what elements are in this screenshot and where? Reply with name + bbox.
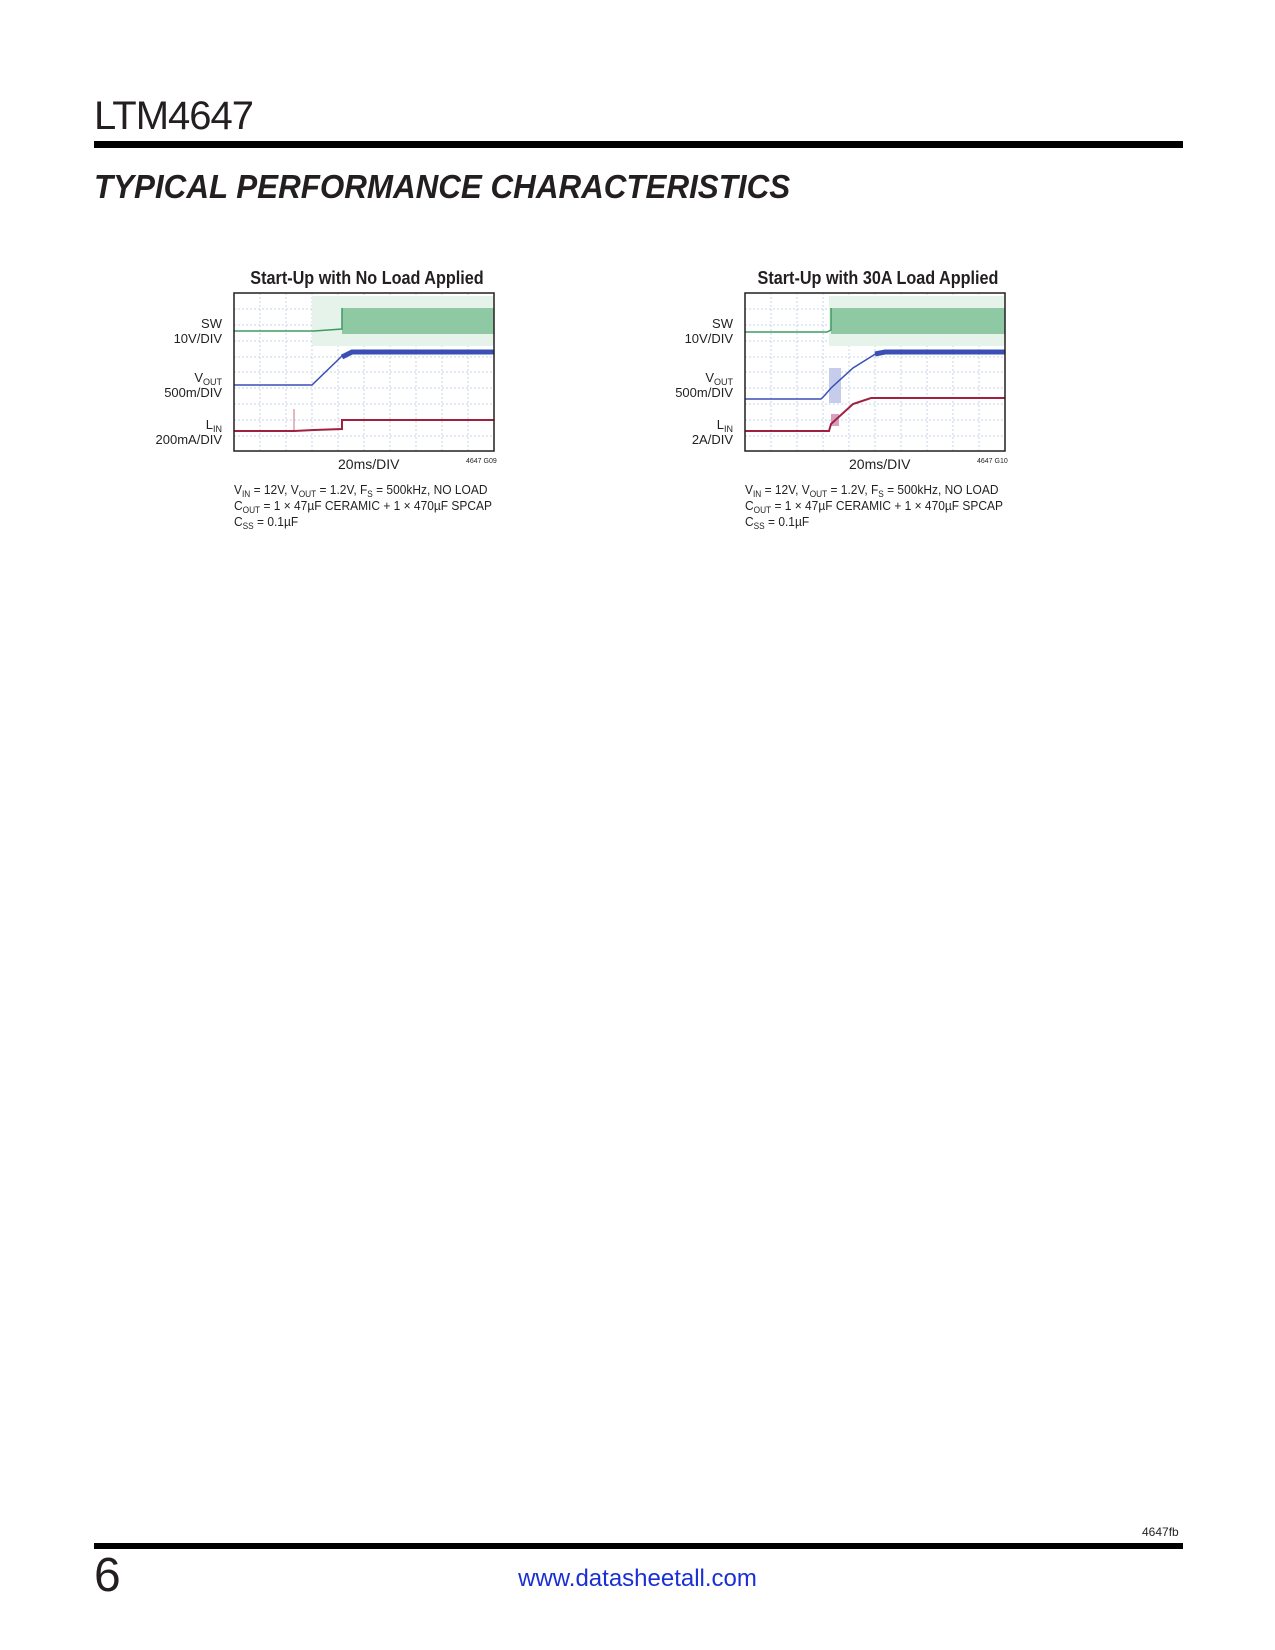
bottom-rule: [94, 1543, 1183, 1549]
channel-scale: 10V/DIV: [173, 331, 222, 346]
channel-name: $V_{OUT}$: [194, 370, 222, 387]
condition-line-1: $V_{IN} = 12V$, $V_{OUT} = 1.2V$, $F_S = 500kHz$, NO LOAD: [745, 482, 999, 499]
scope-graph-30a-load: [653, 268, 1123, 568]
channel-name: $V_{OUT}$: [705, 370, 733, 387]
part-number: LTM4647: [94, 94, 254, 138]
vout-trace-high: [342, 352, 494, 357]
test-conditions: [745, 482, 1003, 530]
scope-graph-no-load: [142, 268, 612, 568]
sw-trace-fill: [831, 308, 1005, 334]
document-revision-code: 4647fb: [1142, 1525, 1179, 1539]
sw-trace-fill: [342, 308, 494, 334]
condition-line-1: $V_{IN} = 12V$, $V_{OUT} = 1.2V$, $F_S = 500kHz$, NO LOAD: [234, 482, 488, 499]
x-axis-label: 20ms/DIV: [338, 456, 400, 472]
y-label-lin: [692, 417, 733, 447]
channel-name: SW: [712, 316, 733, 331]
graph-id: 4647 G09: [466, 458, 497, 465]
section-title: TYPICAL PERFORMANCE CHARACTERISTICS: [94, 168, 791, 205]
graph-id: 4647 G10: [977, 458, 1008, 465]
graph-title: Start-Up with 30A Load Applied: [757, 268, 999, 288]
y-label-vout: [675, 370, 733, 400]
y-label-sw: [685, 316, 733, 346]
vout-noise: [829, 368, 841, 403]
top-rule: [94, 141, 1183, 148]
y-label-lin: [156, 417, 222, 447]
test-conditions: [234, 482, 492, 530]
page-number: 6: [94, 1549, 121, 1602]
condition-line-2: $C_{OUT} = 1 \times 47\mu F$ CERAMIC + 1 × 470µF SPCAP: [234, 498, 492, 515]
channel-scale: 200mA/DIV: [155, 432, 222, 447]
channel-scale: 10V/DIV: [684, 331, 733, 346]
graph-title: Start-Up with No Load Applied: [250, 268, 484, 288]
y-label-sw: [174, 316, 222, 346]
channel-name: $L_{IN}$: [716, 417, 733, 434]
condition-line-3: $C_{SS} = 0.1\mu F$: [745, 514, 810, 531]
vout-trace-high: [875, 352, 1005, 354]
channel-name: SW: [201, 316, 222, 331]
channel-scale: 500m/DIV: [164, 385, 222, 400]
channel-name: $L_{IN}$: [205, 417, 222, 434]
x-axis-label: 20ms/DIV: [849, 456, 911, 472]
condition-line-2: $C_{OUT} = 1 \times 47\mu F$ CERAMIC + 1 × 470µF SPCAP: [745, 498, 1003, 515]
y-label-vout: [164, 370, 222, 400]
footer-url-link[interactable]: www.datasheetall.com: [518, 1565, 757, 1592]
condition-line-3: $C_{SS} = 0.1\mu F$: [234, 514, 299, 531]
vout-trace-low: [234, 356, 342, 385]
channel-scale: 2A/DIV: [691, 432, 733, 447]
channel-scale: 500m/DIV: [675, 385, 733, 400]
sw-trace: [745, 308, 831, 332]
vout-trace-low: [745, 353, 877, 399]
